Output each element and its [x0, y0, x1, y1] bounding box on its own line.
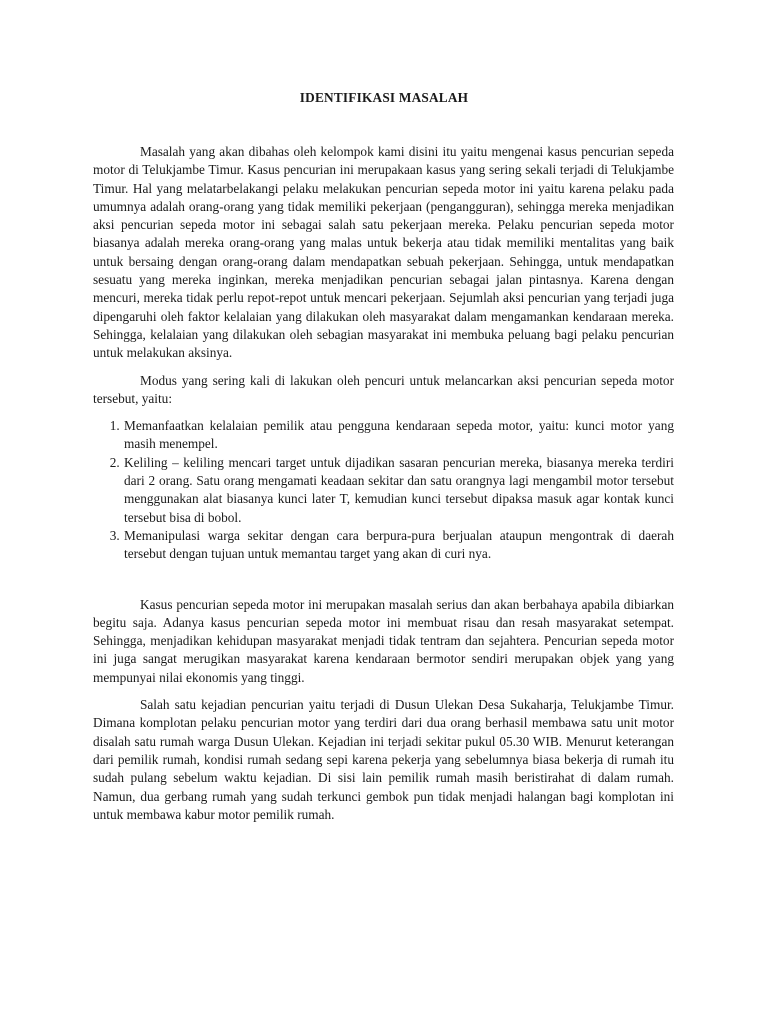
paragraph-problem-description: Masalah yang akan dibahas oleh kelompok kami disini itu yaitu mengenai kasus pencurian sepeda motor di Telukjambe Timur. Kasus pencurian ini merupakaan kasus yang sering sekali terjadi di Telukjambe Timur. Hal yang melatarbelakangi pelaku melakukan pencurian sepeda motor ini yaitu karena pelaku pada umumnya adalah orang-orang yang tidak memiliki pekerjaan (pengangguran), sehingga mereka menjadikan aksi pencurian sepeda motor ini sebagai salah satu pekerjaan mereka. Pelaku pencurian sepeda motor biasanya adalah mereka orang-orang yang malas untuk bekerja atau tidak memiliki mentalitas yang baik untuk bersaing dengan orang-orang dalam mendapatkan sebuah pekerjaan. Sehingga, untuk mendapatkan sesuatu yang mereka inginkan, mereka menjadikan pencurian sebagai jalan pintasnya. Karena dengan mencuri, mereka tidak perlu repot-repot untuk mencari pekerjaan. Sejumlah aksi pencurian yang terjadi juga dipengaruhi oleh faktor kelalaian yang dilakukan oleh masyarakat dalam mengamankan kendaraan mereka. Sehingga, kelalaian yang dilakukan oleh sebagian masyarakat ini membuka peluang bagi pelaku pencurian untuk melakukan aksinya.: [93, 144, 674, 361]
paragraph-incident: Salah satu kejadian pencurian yaitu terjadi di Dusun Ulekan Desa Sukaharja, Telukjambe Timur. Dimana komplotan pelaku pencurian motor yang terdiri dari dua orang berhasil membawa satu unit motor disalah satu rumah warga Dusun Ulekan. Kejadian ini terjadi sekitar pukul 05.30 WIB. Menurut keterangan dari pemilik rumah, kondisi rumah sedang sepi karena pekerja yang sebelumnya biasa bekerja di rumah itu sudah pulang sebelum waktu kejadian. Di sisi lain pemilik rumah masih beristirahat di dalam rumah. Namun, dua gerbang rumah yang sudah terkunci gembok pun tidak menjadi halangan bagi komplotan ini untuk membawa kabur motor pemilik rumah.: [93, 697, 674, 822]
paragraph-modus-intro: Modus yang sering kali di lakukan oleh pencuri untuk melancarkan aksi pencurian sepeda motor tersebut, yaitu:: [93, 372, 674, 406]
list-item: 3. Memanipulasi warga sekitar dengan cara berpura-pura berjualan ataupun mengontrak di daerah tersebut dengan tujuan untuk memantau target yang akan di curi nya.: [123, 527, 674, 564]
section-spacer: [93, 573, 674, 596]
modus-list: [93, 417, 674, 563]
document-title: IDENTIFIKASI MASALAH: [299, 90, 469, 105]
list-item: 2. Keliling – keliling mencari target untuk dijadikan sasaran pencurian mereka, biasanya mereka terdiri dari 2 orang. Satu orang mengamati keadaan sekitar dan satu orangnya lagi mengambil motor tersebut menggunakan alat biasanya kunci later T, kemudian kunci tersebut dipaksa masuk agar kontak kunci tersebut bisa di bobol.: [123, 454, 674, 527]
paragraph-impact: Kasus pencurian sepeda motor ini merupakan masalah serius dan akan berbahaya apabila dibiarkan begitu saja. Adanya kasus pencurian sepeda motor ini membuat risau dan resah masyarakat setempat. Sehingga, menjadikan kehidupan masyarakat menjadi tidak tentram dan sejahtera. Pencurian sepeda motor ini juga sangat merugikan masyarakat karena kendaraan bermotor sendiri merupakan objek yang yang mempunyai nilai ekonomis yang tinggi.: [93, 596, 674, 685]
document-body: [93, 143, 674, 833]
list-item: 1. Memanfaatkan kelalaian pemilik atau pengguna kendaraan sepeda motor, yaitu: kunci motor yang masih menempel.: [123, 417, 674, 454]
